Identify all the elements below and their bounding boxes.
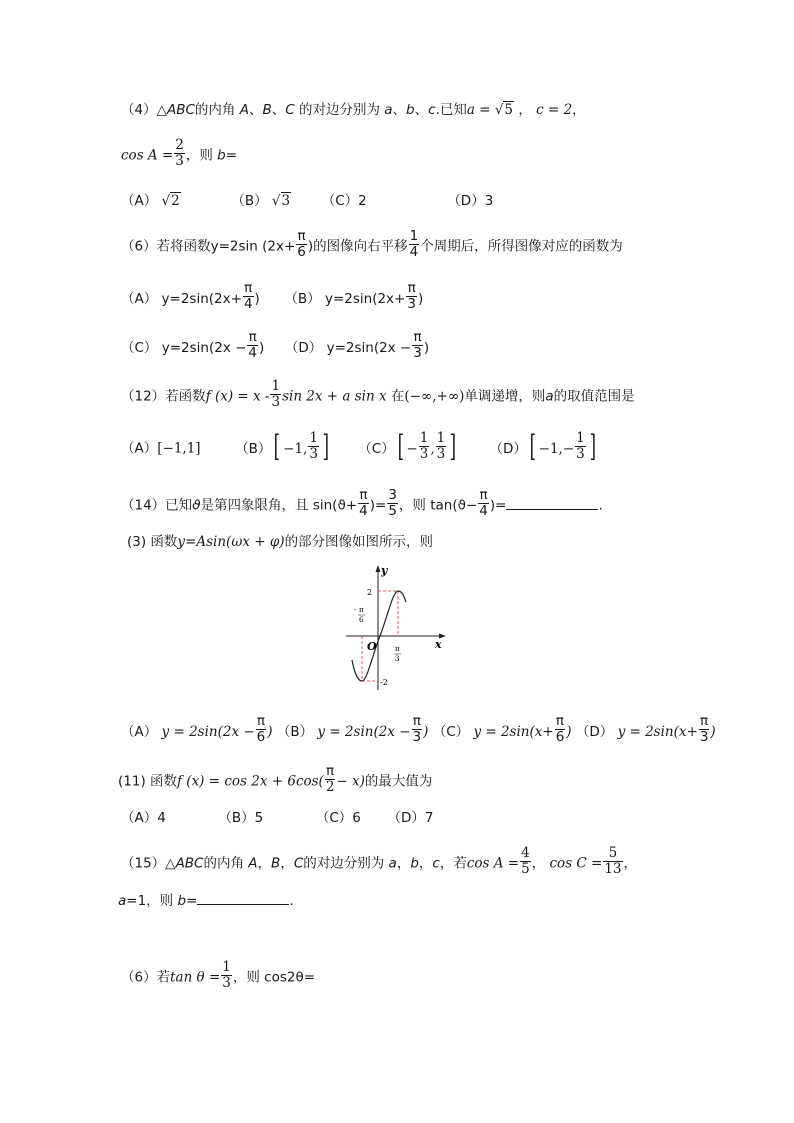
option-c[interactable]: （C） y = 2sin(x+ $\frac{\pi}{6}$ ) [432,713,572,745]
option-b[interactable]: （B） √3 [231,193,291,209]
sqrt-5: √5 [494,102,514,118]
option-c[interactable]: （C）6 [315,810,361,826]
option-c[interactable]: （C）[ − $\frac{1}{3}$ , $\frac{1}{3}$ ] [358,428,457,464]
x-axis-label: x [435,638,442,651]
option-b[interactable]: （B） y = 2sin(2x − $\frac{\pi}{3}$ ) [276,713,429,745]
y-axis-arrow [376,565,381,572]
neg-pi-den: 6 [359,616,364,624]
question-12-line-1: （12）若函数f (x) = x - $\frac{1}{3}$ sin 2x + a sin x 在(−∞,+∞)单调递增，则a的取值范围是 [121,378,635,410]
option-a[interactable]: （A）4 [121,810,166,826]
neg-sign: - [354,606,357,614]
option-b[interactable]: （B）[ −1, $\frac{1}{3}$ ] [235,428,330,464]
y-min-label: -2 [380,678,388,687]
question-3-options [121,713,716,747]
question-4-line-2: cos A = $\frac{2}{3}$ ，则 b= [121,137,238,169]
question-3: (3) 函数y=Asin(ωx + φ)的部分图像如图所示，则 [127,534,434,550]
option-d[interactable]: （D）7 [387,810,434,826]
function-graph [340,560,452,694]
answer-blank[interactable] [197,890,289,905]
option-b[interactable]: （B） y=2sin(2x+ $\frac{\pi}{3}$ ) [284,280,424,312]
option-d[interactable]: （D） y = 2sin(x+ $\frac{\pi}{3}$ ) [575,713,716,745]
question-15-line-2: a=1，则 b= . [118,890,294,911]
question-11-options [121,808,433,828]
option-d[interactable]: （D）[ −1,− $\frac{1}{3}$ ] [489,428,596,464]
question-6b: （6）若tan θ = $\frac{1}{3}$ ，则 cos2θ= [121,959,316,991]
question-14: （14）已知ϑ是第四象限角，且 sin(ϑ+ $\frac{\pi}{4}$ )= $\frac{3}{5}$ ，则 tan(ϑ− $\frac{\pi}{4}$ )= . [121,487,603,519]
y-axis-label: y [381,564,388,577]
option-d[interactable]: （D） y=2sin(2x − $\frac{\pi}{3}$ ) [284,329,430,361]
option-b[interactable]: （B）5 [218,810,264,826]
y-max-label: 2 [367,588,373,597]
option-a[interactable]: （A） √2 [121,193,180,209]
question-6a-options-1 [121,280,424,314]
neg-pi-num: π [359,606,364,614]
question-6a-options-2 [121,329,430,363]
question-15-line-1: （15）△ABC的内角 A，B，C的对边分别为 a，b，c，若cos A = $\frac{4}{5}$ ， cos C = $\frac{5}{13}$ ， [121,845,638,877]
question-4-options [121,191,493,211]
fraction-2-3: $\frac{2}{3}$ [175,137,184,169]
question-12-options [121,428,598,464]
answer-blank[interactable] [506,495,598,510]
option-a[interactable]: （A）[−1,1] [121,440,201,457]
option-c[interactable]: （C） y=2sin(2x − $\frac{\pi}{4}$ ) [121,329,265,361]
question-number: （4） [121,102,157,118]
question-11: (11) 函数f (x) = cos 2x + 6cos( $\frac{\pi}{2}$ − x)的最大值为 [118,763,433,795]
pi-num: π [395,645,400,653]
option-a[interactable]: （A） y = 2sin(2x − $\frac{\pi}{6}$ ) [121,713,273,745]
option-a[interactable]: （A） y=2sin(2x+ $\frac{\pi}{4}$ ) [121,280,260,312]
option-c[interactable]: （C）2 [321,193,367,209]
origin-label: O [367,640,377,653]
pi-den: 3 [395,655,400,663]
question-6a-line-1: （6）若将函数y=2sin (2x+ $\frac{\pi}{6}$ )的图像向右平移 $\frac{1}{4}$ 个周期后，所得图像对应的函数为 [121,228,623,260]
question-4-line-1: （4）△ABC的内角 A、B、C 的对边分别为 a、b、c.已知a = √5 ， c = 2， [121,102,586,118]
option-d[interactable]: （D）3 [447,193,494,209]
